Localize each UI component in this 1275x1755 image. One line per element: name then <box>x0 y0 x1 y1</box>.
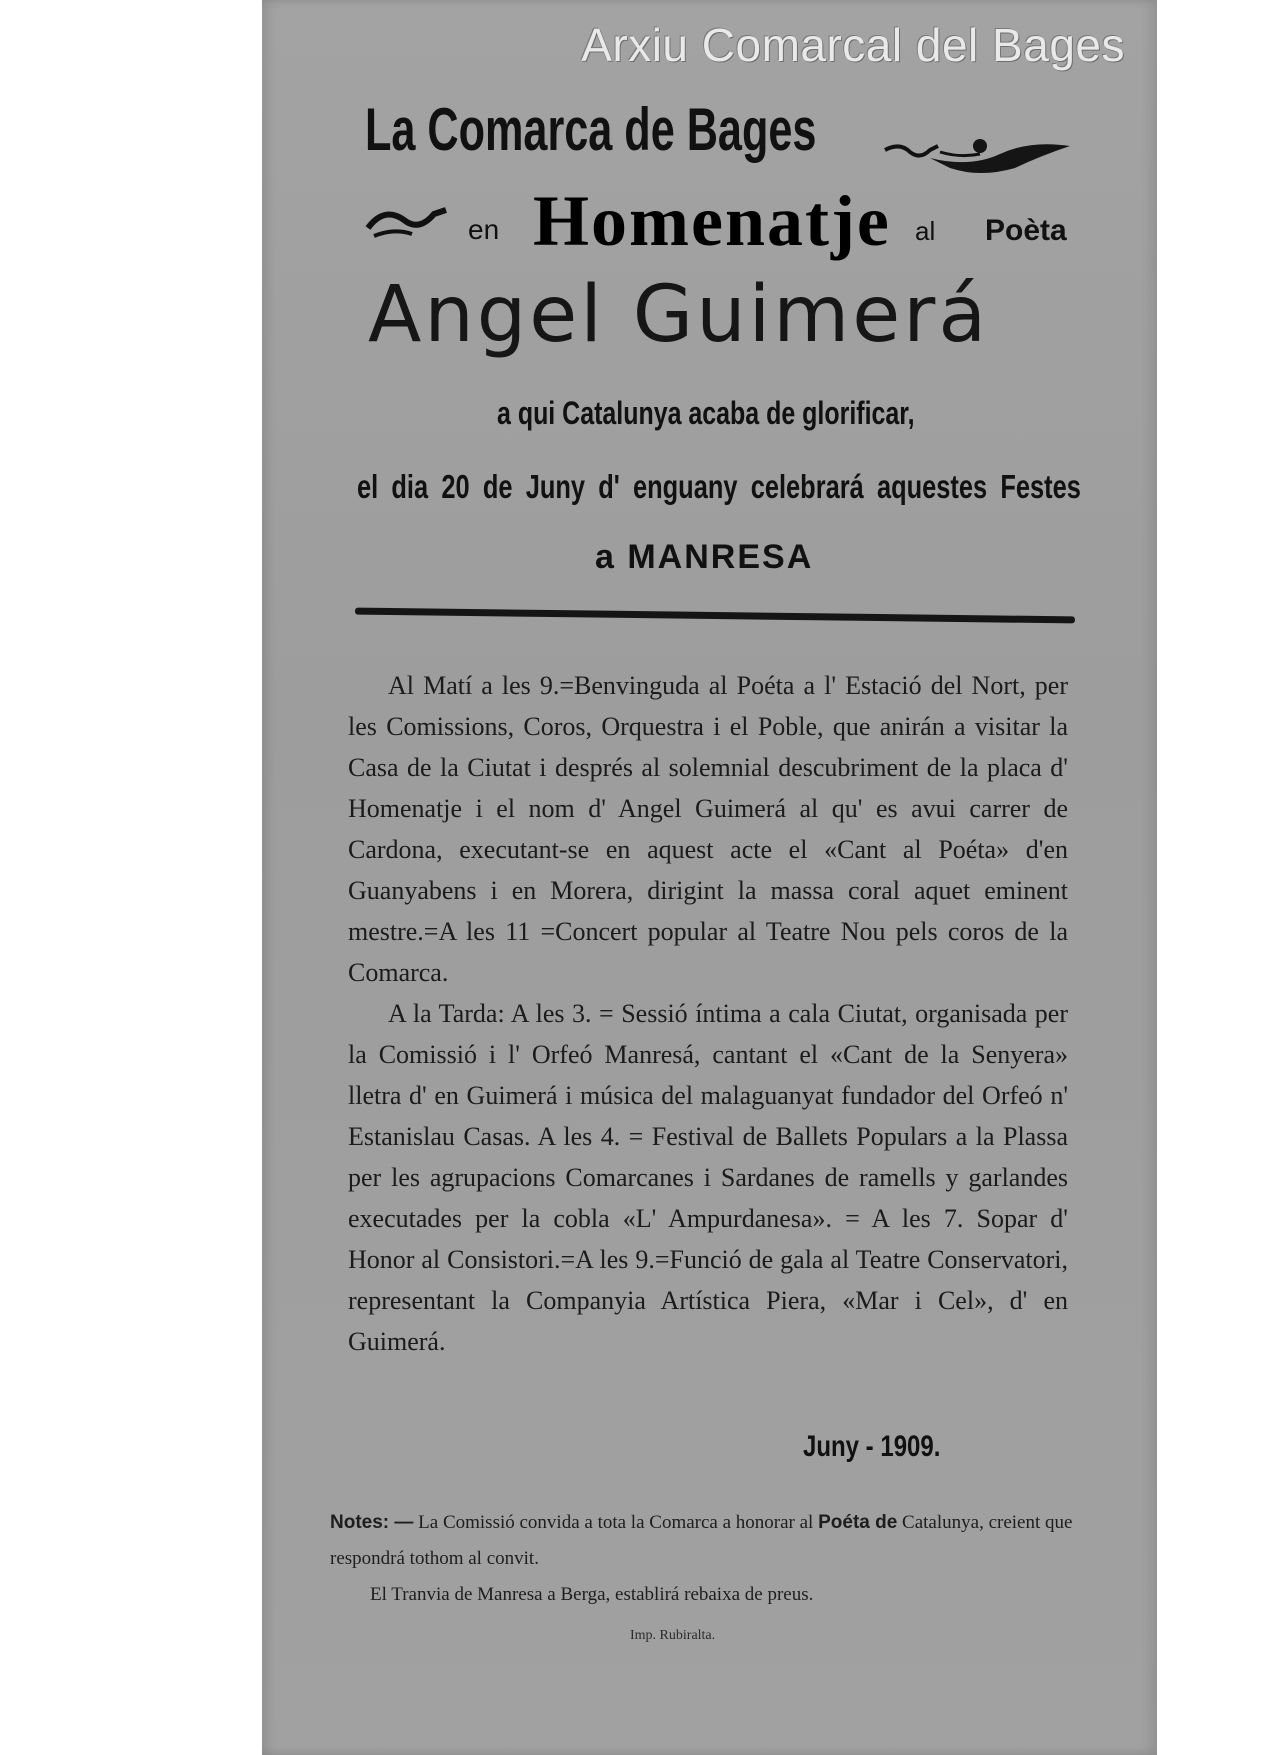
poet-name: Angel Guimerá <box>368 270 990 360</box>
notes-text-c: Catalunya, creient que respondrá tothom al convit. <box>330 1512 1073 1569</box>
poster-subline-date: el dia 20 de Juny d' enguany celebrará aquestes Festes <box>357 468 1081 505</box>
notes-block <box>330 1505 1075 1613</box>
poster-heading-comarca: La Comarca de Bages <box>365 96 817 163</box>
word-homenatje: Homenatje <box>533 181 891 261</box>
poster-subline-manresa: a MANRESA <box>595 538 814 576</box>
notes-label: Notes: — <box>330 1512 414 1533</box>
program-afternoon: A la Tarda: A les 3. = Sessió íntima a cala Ciutat, organisada per la Comissió i l' Orfeó Manresá, cantant el «Cant de la Senyera» lletra d' en Guimerá i música del malaguanyat fundador del Orfeó n' Estanislau Casas. A les 4. = Festival de Ballets Populars a la Plassa per les agrupacions Comarcanes i Sardanes de ramells y garlandes executades per la cobla «L' Ampurdanesa». = A les 7. Sopar d' Honor al Consistori.=A les 9.=Funció de gala al Teatre Conservatori, representant la Companyia Artística Piera, «Mar i Cel», d' en Guimerá. <box>348 999 1068 1356</box>
poster-subline-glorificar: a qui Catalunya acaba de glorificar, <box>497 395 915 431</box>
poster-homenatje-line <box>360 180 1100 260</box>
ornament-flourish-left <box>364 202 449 242</box>
printer-credit: Imp. Rubiralta. <box>630 1628 716 1643</box>
notes-tramvia: El Tranvia de Manresa a Berga, establirá rebaixa de preus. <box>370 1584 814 1605</box>
poster-date: Juny - 1909. <box>803 1430 941 1463</box>
archive-watermark: Arxiu Comarcal del Bages <box>581 19 1125 71</box>
notes-text-a: La Comissió convida a tota la Comarca a honorar al <box>418 1512 814 1533</box>
notes-text-b: Poéta de <box>818 1512 898 1533</box>
ornament-flourish-right <box>880 128 1080 178</box>
word-al: al <box>915 216 936 246</box>
program-morning: Al Matí a les 9.=Benvinguda al Poéta a l' Estació del Nort, per les Comissions, Coros, Orquestra i el Poble, que anirán a visitar la Casa de la Ciutat i després al solemnial descubriment de la placa d' Homenatje i el nom d' Angel Guimerá al qu' es avui carrer de Cardona, executant-se en aquest acte el «Cant al Poéta» d'en Guanyabens i en Morera, dirigint la massa coral aquet eminent mestre.=A les 11 =Concert popular al Teatre Nou pels coros de la Comarca. <box>348 671 1068 987</box>
word-poeta: Poèta <box>985 214 1067 247</box>
word-en: en <box>468 214 500 245</box>
program-body <box>348 665 1068 1362</box>
